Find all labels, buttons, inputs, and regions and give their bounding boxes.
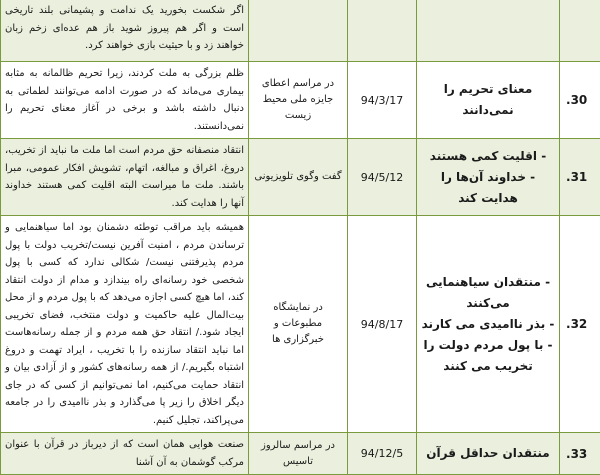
row-date: 94/5/12 [348, 139, 417, 216]
row-number: 31. [560, 139, 600, 216]
row-event [249, 0, 348, 62]
row-topic [417, 62, 560, 139]
row-number: 30. [560, 62, 600, 139]
row-quote: انتقاد منصفانه حق مردم است اما ملت ما نباید از تخریب، دروغ، اغراق و مبالغه، اتهام، تشویش افکار عمومی، مبرا باشند. ملت ما میراست البته اقلیت کمی هستند خداوند آنها را هدایت کند. [1, 139, 249, 216]
topic-line: - بذر ناامیدی می کارند [421, 314, 555, 335]
row-quote: اگر شکست بخورید یک ندامت و پشیمانی بلند تاریخی است و اگر هم پیروز شوید باز هم عده‌ای زخم زبان خواهند زد و با حیثیت بازی خواهند کرد. [1, 0, 249, 62]
topic-line: معنای تحریم را نمی‌دانند [421, 79, 555, 121]
topic-line: - اقلیت کمی هستند [421, 146, 555, 167]
row-number: 33. [560, 433, 600, 475]
table-row [1, 0, 600, 62]
row-number [560, 0, 600, 62]
row-event: در نمایشگاه مطبوعات و خبرگزاری ها [249, 216, 348, 433]
row-quote: صنعت هوایی همان است که از دیرباز در قرآن با عنوان مرکب گوشمان به آن آشنا [1, 433, 249, 475]
row-event: گفت وگوی تلویزیونی [249, 139, 348, 216]
row-date: 94/12/5 [348, 433, 417, 475]
row-quote: همیشه باید مراقب توطئه دشمنان بود اما سیاهنمایی و ترساندن مردم ، امنیت آفرین نیست/تخریب دولت با پول مردم پذیرفتنی نیست/ شکالی ندارد که کسی با پول شخصی خود رسانه‌ای راه بیندازد و مدام از دولت انتقاد کند، اما هیچ کسی اجازه می‌دهد که با پول مردم و از محل بیت‌المال علیه حاکمیت و دولت منتخب، فضای تخریبی ایجاد شود./ انتقاد حق همه مردم و از جمله رسانه‌هاست اما نباید انتقاد سازنده را با تخریب ، ایراد تهمت و دروغ اشتباه بگیریم./ از همه رسانه‌های کشور و از آزادی بیان و انتقاد حمایت می‌کنیم، اما نمی‌توانیم از کسی که در جای دیگر اخلاق را زیر پا می‌گذارد و بذر ناامیدی را در جامعه می‌پراکند، تجلیل کنیم. [1, 216, 249, 433]
row-date: 94/8/17 [348, 216, 417, 433]
row-topic [417, 0, 560, 62]
row-date: 94/3/17 [348, 62, 417, 139]
table-row [1, 62, 600, 139]
table-row [1, 139, 600, 216]
table-row [1, 433, 600, 475]
topic-line: منتقدان حداقل قرآن [421, 443, 555, 464]
row-quote: ظلم بزرگی به ملت کردند، زیرا تحریم ظالمانه به مثابه بیماری می‌ماند که در صورت ادامه می‌توانند لطماتی به دنبال داشته باشد و برخی در آغاز معنای تحریم را نمی‌دانستند. [1, 62, 249, 139]
topic-line: - با پول مردم دولت را تخریب می کنند [421, 335, 555, 377]
row-topic [417, 139, 560, 216]
row-event: در مراسم اعطای جایزه ملی محیط زیست [249, 62, 348, 139]
row-date [348, 0, 417, 62]
row-topic [417, 433, 560, 475]
topic-line: - خداوند آن‌ها را هدایت کند [421, 167, 555, 209]
topic-line: - منتقدان سیاهنمایی می‌کنند [421, 272, 555, 314]
row-number: 32. [560, 216, 600, 433]
row-event: در مراسم سالروز تاسیس [249, 433, 348, 475]
